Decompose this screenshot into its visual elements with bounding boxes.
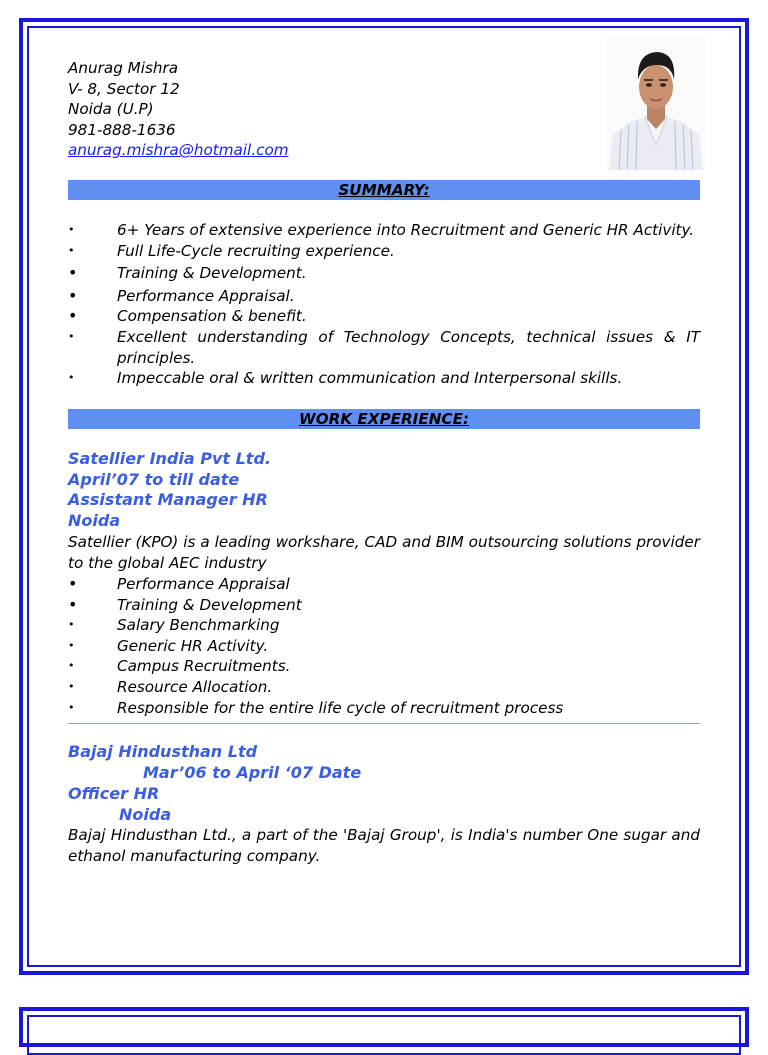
bullet-icon: • <box>68 371 75 385</box>
work-experience-heading: WORK EXPERIENCE: <box>68 409 700 429</box>
address-line-1: V- 8, Sector 12 <box>68 79 180 98</box>
email-link[interactable]: anurag.mishra@hotmail.com <box>68 141 289 160</box>
address-line-2: Noida (U.P) <box>68 100 154 119</box>
divider <box>68 723 700 724</box>
phone-number: 981-888-1636 <box>68 120 176 139</box>
bullet-icon: • <box>68 638 75 652</box>
bullet-icon: • <box>68 680 75 694</box>
list-item: • Training & Development. <box>68 263 307 283</box>
list-item: • Performance Appraisal. <box>68 285 295 305</box>
bullet-icon: • <box>68 618 75 632</box>
list-item: • Performance Appraisal <box>68 574 290 594</box>
job-duties-list <box>68 574 700 718</box>
bullet-icon: • <box>68 243 75 257</box>
bullet-icon: • <box>68 574 78 594</box>
list-item: • Generic HR Activity. <box>68 636 269 655</box>
list-item: • Campus Recruitments. <box>68 657 291 676</box>
job-bajaj <box>68 742 700 866</box>
bullet-icon: • <box>68 594 78 614</box>
bullet-icon: • <box>68 285 78 305</box>
contact-block <box>68 58 700 161</box>
company-name: Bajaj Hindusthan Ltd <box>68 742 258 762</box>
list-item: • Salary Benchmarking <box>68 616 280 635</box>
job-location: Noida <box>68 511 121 531</box>
bullet-icon: • <box>68 263 78 283</box>
company-name: Satellier India Pvt Ltd. <box>68 448 271 468</box>
bullet-icon: • <box>68 659 75 673</box>
job-location: Noida <box>119 804 172 824</box>
list-item: • Resource Allocation. <box>68 678 273 697</box>
job-title: Assistant Manager HR <box>68 490 268 510</box>
bullet-icon: • <box>68 329 75 343</box>
job-title: Officer HR <box>68 783 160 803</box>
resume-content <box>68 58 700 867</box>
list-item: • Training & Development <box>68 594 302 614</box>
list-item: • Excellent understanding of Technology Concepts, technical issues & IT principles. <box>68 327 700 367</box>
job-satellier <box>68 449 700 725</box>
applicant-name: Anurag Mishra <box>68 59 179 77</box>
list-item: • Compensation & benefit. <box>68 306 307 326</box>
company-description: Satellier (KPO) is a leading workshare, CAD and BIM outsourcing solutions provider to the global AEC industry <box>68 532 700 572</box>
summary-heading: SUMMARY: <box>68 180 700 200</box>
list-item: • 6+ Years of extensive experience into Recruitment and Generic HR Activity. <box>68 220 695 239</box>
list-item: • Impeccable oral & written communication and Interpersonal skills. <box>68 369 623 388</box>
summary-list <box>68 220 700 389</box>
list-item: • Responsible for the entire life cycle of recruitment process <box>68 698 564 717</box>
next-page-border-inner <box>27 1015 741 1055</box>
list-item: • Full Life-Cycle recruiting experience. <box>68 241 395 260</box>
job-period: April’07 to till date <box>68 469 240 489</box>
bullet-icon: • <box>68 222 75 236</box>
bullet-icon: • <box>68 306 78 326</box>
job-period: Mar’06 to April ‘07 Date <box>143 763 362 783</box>
bullet-icon: • <box>68 700 75 714</box>
company-description: Bajaj Hindusthan Ltd., a part of the 'Bajaj Group', is India's number One sugar and ethanol manufacturing company. <box>68 826 700 866</box>
